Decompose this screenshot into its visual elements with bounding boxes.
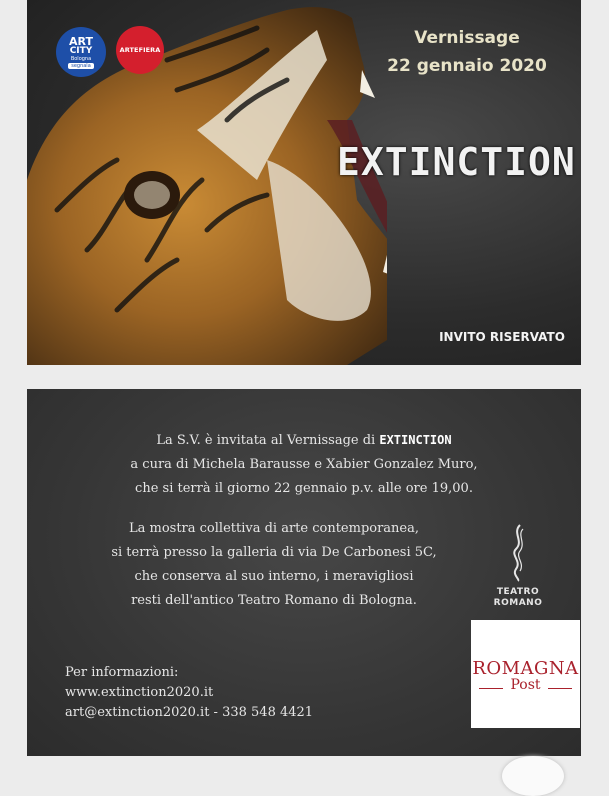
invitation-line-1-prefix: La S.V. è invitata al Vernissage di — [156, 433, 380, 448]
vernissage-header — [382, 24, 552, 80]
event-title: EXTINCTION — [337, 140, 576, 184]
invito-riservato: INVITO RISERVATO — [439, 330, 565, 344]
teatro-label-line1: TEATRO — [496, 587, 540, 597]
teatro-romano-logo — [483, 523, 553, 609]
art-city-line3: Bologna — [70, 56, 92, 62]
contact-info — [65, 663, 313, 723]
invitation-line-6: che conserva al suo interno, i meravigliosi — [134, 569, 414, 584]
invitation-line-1 — [27, 428, 581, 453]
art-city-line2: CITY — [69, 46, 93, 56]
artefiera-logo-text: ARTEFIERA — [119, 46, 161, 54]
vernissage-date: 22 gennaio 2020 — [387, 56, 547, 76]
invitation-paragraph-2 — [27, 517, 551, 613]
invitation-line-5: si terrà presso la galleria di via De Carbonesi 5C, — [111, 545, 437, 560]
art-city-line1: ART — [69, 35, 93, 48]
watermark-rule-left — [479, 688, 503, 689]
info-email-phone: art@extinction2020.it - 338 548 4421 — [65, 705, 314, 720]
invitation-line-7: resti dell'antico Teatro Romano di Bologna. — [131, 593, 417, 608]
teatro-romano-icon — [508, 523, 528, 583]
info-label: Per informazioni: — [65, 665, 179, 680]
invitation-paragraph-1 — [27, 428, 581, 501]
art-city-logo — [56, 27, 106, 77]
invitation-line-2: a cura di Michela Barausse e Xabier Gonzalez Muro, — [130, 457, 478, 472]
bottom-floating-button[interactable] — [502, 756, 564, 796]
inline-event-title: EXTINCTION — [379, 433, 452, 447]
vernissage-label: Vernissage — [414, 28, 520, 48]
romagna-post-line1: ROMAGNA — [472, 658, 579, 679]
artefiera-logo — [116, 26, 164, 74]
teatro-label-line2: ROMANO — [493, 598, 543, 608]
invitation-line-4: La mostra collettiva di arte contemporanea, — [128, 521, 420, 536]
watermark-rule-right — [548, 688, 572, 689]
invitation-line-3: che si terrà il giorno 22 gennaio p.v. alle ore 19,00. — [135, 481, 473, 496]
info-website: www.extinction2020.it — [65, 685, 214, 700]
romagna-post-watermark — [471, 620, 580, 728]
art-city-line4: segnala — [68, 63, 94, 69]
romagna-post-line2: Post — [510, 677, 541, 693]
invitation-front-card — [27, 0, 581, 365]
